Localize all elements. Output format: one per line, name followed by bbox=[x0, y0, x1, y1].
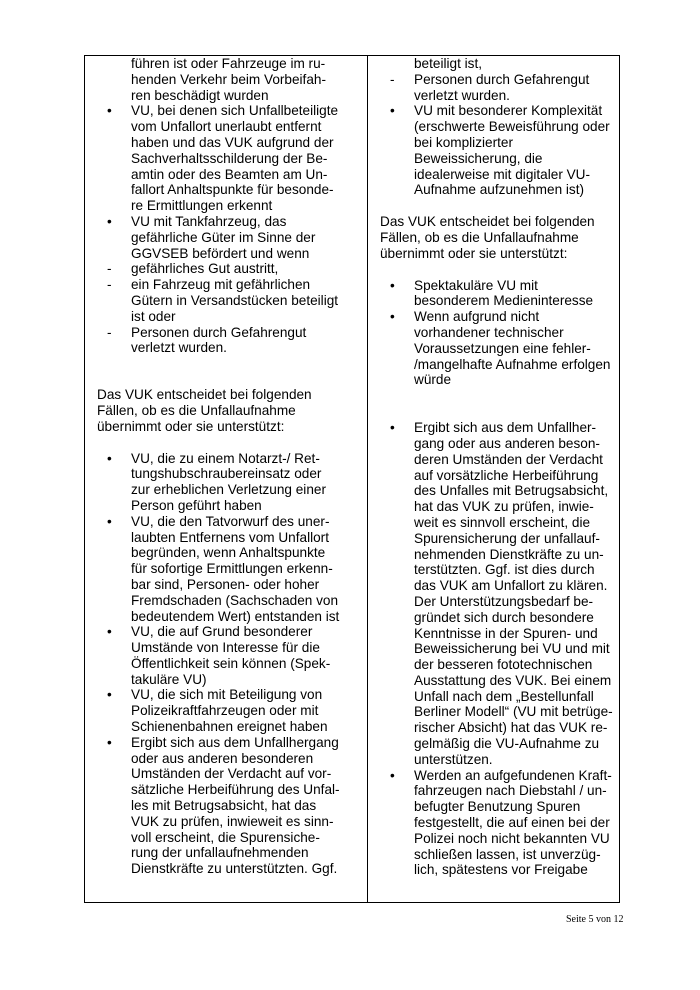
list-item bbox=[97, 325, 361, 357]
list-item bbox=[97, 687, 361, 734]
text-line: Kenntnisse in der Spuren- und bbox=[414, 625, 598, 641]
text-line: VU, die sich mit Beteiligung von bbox=[131, 687, 323, 703]
text-line: nehmenden Dienstkräfte zu un- bbox=[414, 546, 604, 562]
list-item bbox=[380, 278, 613, 310]
text-line: gefährliche Güter im Sinne der bbox=[131, 229, 316, 245]
text-line: VUK zu prüfen, inwieweit es sinn- bbox=[131, 813, 334, 829]
dash-marker: - bbox=[107, 277, 112, 293]
list-item bbox=[97, 624, 361, 687]
bullet-marker: • bbox=[390, 309, 395, 325]
text-line: Voraussetzungen eine fehler- bbox=[414, 340, 591, 356]
text-line: Personen durch Gefahrengut bbox=[131, 324, 307, 340]
bullet-marker: • bbox=[390, 277, 395, 293]
right-list-1 bbox=[380, 72, 613, 198]
text-line: Sachverhaltsschilderung der Be- bbox=[131, 150, 328, 166]
list-item bbox=[380, 103, 613, 198]
text-line: laubten Entfernens vom Unfallort bbox=[131, 529, 329, 545]
bullet-marker: • bbox=[390, 767, 395, 783]
bullet-marker: • bbox=[390, 420, 395, 436]
text-line: amtin oder des Beamten am Un- bbox=[131, 166, 328, 182]
left-top-continuation bbox=[97, 56, 361, 103]
text-line: haben und das VUK aufgrund der bbox=[131, 134, 334, 150]
text-line: (erschwerte Beweisführung oder bbox=[414, 119, 610, 135]
text-line: weit es sinnvoll erscheint, die bbox=[414, 514, 591, 530]
right-top-continuation bbox=[380, 56, 613, 72]
list-item bbox=[380, 72, 613, 104]
left-list-2 bbox=[97, 451, 361, 878]
text-line: Fremdschaden (Sachschaden von bbox=[131, 592, 339, 608]
text-line: sätzliche Herbeiführung des Unfal- bbox=[131, 782, 340, 798]
right-list-3 bbox=[380, 420, 613, 878]
text-line: gefährliches Gut austritt, bbox=[131, 261, 279, 277]
left-column bbox=[85, 56, 368, 902]
list-item bbox=[97, 451, 361, 514]
text-line: Person geführt haben bbox=[131, 497, 262, 513]
text-line: Umständen der Verdacht auf vor- bbox=[131, 766, 332, 782]
text-line: Gütern in Versandstücken beteiligt bbox=[131, 292, 339, 308]
list-item bbox=[97, 277, 361, 324]
text-line: Berliner Modell“ (VU mit betrüge- bbox=[414, 704, 613, 720]
text-line: fahrzeugen nach Diebstahl / un- bbox=[414, 783, 607, 799]
text-line: schließen lassen, ist unverzüg- bbox=[414, 846, 601, 862]
text-line: der besseren fototechnischen bbox=[414, 657, 593, 673]
text-line: des Unfalles mit Betrugsabsicht, bbox=[414, 483, 609, 499]
text-line: Personen durch Gefahrengut bbox=[414, 71, 590, 87]
text-line: unterstützen. bbox=[414, 751, 493, 767]
text-line: fallort Anhaltspunkte für besonde- bbox=[131, 182, 334, 198]
page-number: Seite 5 von 12 bbox=[566, 914, 624, 925]
text-line: rung der unfallaufnehmenden bbox=[131, 845, 309, 861]
bullet-marker: • bbox=[107, 513, 112, 529]
bullet-marker: • bbox=[107, 103, 112, 119]
text-line: lich, spätestens vor Freigabe bbox=[414, 862, 588, 878]
text-line: würde bbox=[414, 372, 452, 388]
text-line: zur erheblichen Verletzung einer bbox=[131, 482, 326, 498]
text-line: VU, bei denen sich Unfallbeteiligte bbox=[131, 103, 339, 119]
text-line: tungshubschraubereinsatz oder bbox=[131, 466, 322, 482]
text-line: verletzt wurden. bbox=[131, 340, 227, 356]
text-line: Werden an aufgefundenen Kraft- bbox=[414, 767, 612, 783]
text-line: oder aus anderen besonderen bbox=[131, 750, 314, 766]
text-line: Ergibt sich aus dem Unfallher- bbox=[414, 420, 597, 436]
text-line: vorhandener technischer bbox=[414, 324, 564, 340]
list-item bbox=[97, 261, 361, 277]
text-line: Aufnahme aufzunehmen ist) bbox=[414, 182, 585, 198]
text-line: re Ermittlungen erkennt bbox=[131, 198, 273, 214]
text-line: VU mit Tankfahrzeug, das bbox=[131, 213, 287, 229]
left-list-1 bbox=[97, 103, 361, 356]
text-line: Spurensicherung der unfallauf- bbox=[414, 530, 600, 546]
text-line: führen ist oder Fahrzeuge im ru- bbox=[131, 56, 326, 71]
text-line: VU mit besonderer Komplexität bbox=[414, 103, 603, 119]
text-line: befugter Benutzung Spuren bbox=[414, 799, 581, 815]
text-line: VU, die den Tatvorwurf des uner- bbox=[131, 513, 330, 529]
text-line: festgestellt, die auf einen bei der bbox=[414, 815, 610, 831]
bullet-marker: • bbox=[107, 624, 112, 640]
bullet-marker: • bbox=[107, 734, 112, 750]
text-line: für sofortige Ermittlungen erkenn- bbox=[131, 561, 333, 577]
text-line: Beweissicherung bei VU und mit bbox=[414, 641, 610, 657]
text-line: VU, die zu einem Notarzt-/ Ret- bbox=[131, 450, 320, 466]
text-line: Umstände von Interesse für die bbox=[131, 640, 320, 656]
two-column-table bbox=[84, 55, 620, 903]
text-line: Fällen, ob es die Unfallaufnahme bbox=[380, 229, 579, 245]
text-line: Wenn aufgrund nicht bbox=[414, 309, 540, 325]
text-line: Spektakuläre VU mit bbox=[414, 277, 538, 293]
text-line: terstützten. Ggf. ist dies durch bbox=[414, 562, 595, 578]
text-line: les mit Betrugsabsicht, hat das bbox=[131, 798, 317, 814]
dash-marker: - bbox=[107, 261, 112, 277]
text-line: auf vorsätzliche Herbeiführung bbox=[414, 467, 599, 483]
text-line: idealerweise mit digitaler VU- bbox=[414, 166, 591, 182]
text-line: bei komplizierter bbox=[414, 134, 513, 150]
text-line: ein Fahrzeug mit gefährlichen bbox=[131, 277, 311, 293]
text-line: gründet sich durch besondere bbox=[414, 609, 594, 625]
bullet-marker: • bbox=[107, 213, 112, 229]
bullet-marker: • bbox=[107, 687, 112, 703]
dash-marker: - bbox=[107, 324, 112, 340]
text-line: bedeutendem Wert) entstanden ist bbox=[131, 608, 340, 624]
text-line: vom Unfallort unerlaubt entfernt bbox=[131, 119, 322, 135]
right-column bbox=[368, 56, 619, 902]
text-line: bar sind, Personen- oder hoher bbox=[131, 576, 320, 592]
list-item bbox=[97, 514, 361, 625]
list-item bbox=[97, 103, 361, 214]
text-line: das VUK am Unfallort zu klären. bbox=[414, 578, 608, 594]
text-line: voll erscheint, die Spurensiche- bbox=[131, 829, 320, 845]
list-item bbox=[380, 768, 613, 879]
text-line: takuläre VU) bbox=[131, 671, 207, 687]
text-line: übernimmt oder sie unterstützt: bbox=[97, 418, 285, 434]
text-line: henden Verkehr beim Vorbeifah- bbox=[131, 71, 326, 87]
text-line: VU, die auf Grund besonderer bbox=[131, 624, 313, 640]
left-paragraph bbox=[97, 387, 361, 434]
text-line: Ausstattung des VUK. Bei einem bbox=[414, 672, 612, 688]
list-item bbox=[97, 735, 361, 877]
text-line: Der Unterstützungsbedarf be- bbox=[414, 593, 594, 609]
text-line: besonderem Medieninteresse bbox=[414, 293, 594, 309]
text-line: beteiligt ist, bbox=[414, 56, 483, 71]
text-line: Dienstkräfte zu unterstützten. Ggf. bbox=[131, 861, 338, 877]
text-line: rischer Absicht) hat das VUK re- bbox=[414, 720, 608, 736]
text-line: gelmäßig die VU-Aufnahme zu bbox=[414, 736, 600, 752]
text-line: begründen, wenn Anhaltspunkte bbox=[131, 545, 326, 561]
text-line: /mangelhafte Aufnahme erfolgen bbox=[414, 356, 611, 372]
text-line: Das VUK entscheidet bei folgenden bbox=[380, 214, 595, 230]
text-line: gang oder aus anderen beson- bbox=[414, 435, 600, 451]
text-line: Das VUK entscheidet bei folgenden bbox=[97, 387, 312, 403]
text-line: Fällen, ob es die Unfallaufnahme bbox=[97, 402, 296, 418]
text-line: GGVSEB befördert und wenn bbox=[131, 245, 310, 261]
list-item bbox=[380, 420, 613, 768]
text-line: verletzt wurden. bbox=[414, 87, 510, 103]
text-line: Polizeikraftfahrzeugen oder mit bbox=[131, 703, 319, 719]
text-line: Polizei noch nicht bekannten VU bbox=[414, 830, 610, 846]
bullet-marker: • bbox=[107, 450, 112, 466]
text-line: ren beschädigt wurden bbox=[131, 87, 269, 103]
right-paragraph bbox=[380, 214, 613, 261]
bullet-marker: • bbox=[390, 103, 395, 119]
text-line: Ergibt sich aus dem Unfallhergang bbox=[131, 734, 339, 750]
text-line: Schienenbahnen ereignet haben bbox=[131, 719, 328, 735]
text-line: Beweissicherung, die bbox=[414, 150, 543, 166]
text-line: hat das VUK zu prüfen, inwie- bbox=[414, 499, 594, 515]
dash-marker: - bbox=[390, 71, 395, 87]
text-line: übernimmt oder sie unterstützt: bbox=[380, 245, 568, 261]
text-line: Öffentlichkeit sein können (Spek- bbox=[131, 655, 331, 671]
right-list-2 bbox=[380, 278, 613, 389]
list-item bbox=[380, 309, 613, 388]
text-line: deren Umständen der Verdacht bbox=[414, 451, 603, 467]
text-line: Unfall nach dem „Bestellunfall bbox=[414, 688, 594, 704]
list-item bbox=[97, 214, 361, 261]
text-line: ist oder bbox=[131, 308, 176, 324]
